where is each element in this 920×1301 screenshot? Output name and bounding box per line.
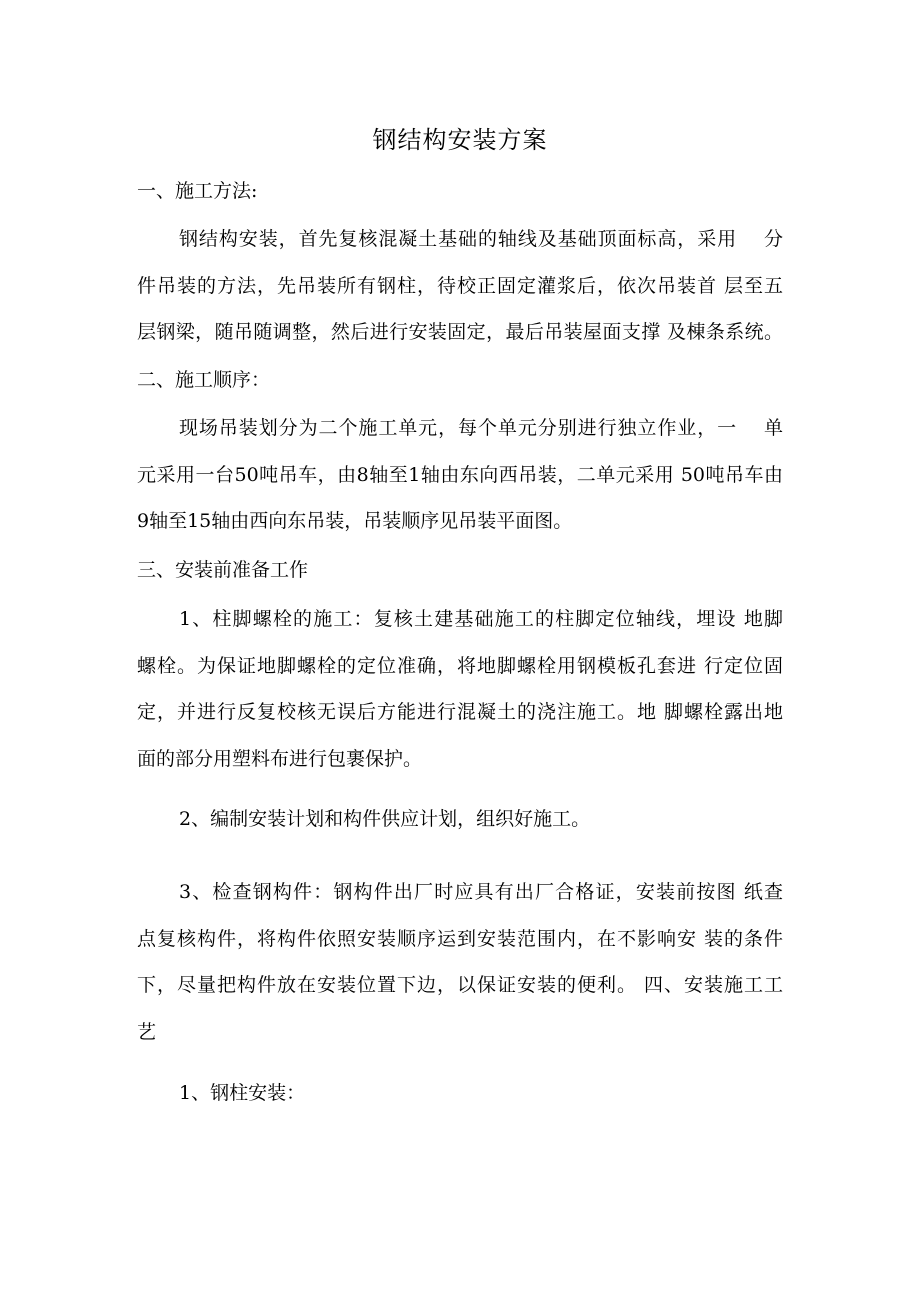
paragraph-installation-plan: 2、编制安装计划和构件供应计划，组织好施工。 xyxy=(179,808,591,830)
text-line: 艺 xyxy=(137,1020,157,1043)
text-line: 9轴至15轴由西向东吊装，吊装顺序见吊装平面图。 xyxy=(137,510,573,532)
text-line: 现场吊装划分为二个施工单元，每个单元分别进行独立作业，一 单 xyxy=(179,417,783,439)
text-line: 3、检查钢构件：钢构件出厂时应具有出厂合格证，安装前按图 纸查 xyxy=(179,881,783,903)
text-line: 钢结构安装，首先复核混凝土基础的轴线及基础顶面标高，采用 分 xyxy=(179,228,783,250)
text-line: 元采用一台50吨吊车，由8轴至1轴由东向西吊装，二单元采用 50吨吊车由 xyxy=(137,463,783,486)
text-line: 层钢梁，随吊随调整，然后进行安装固定，最后吊装屋面支撑 及棟条系统。 xyxy=(137,321,783,343)
section-heading-construction-method: 一、施工方法: xyxy=(137,180,258,202)
paragraph-construction-method xyxy=(137,216,783,356)
paragraph-inspect-components xyxy=(137,869,783,1055)
text-line: 件吊装的方法，先吊装所有钢柱，待校正固定灌浆后，依次吊装首 层至五 xyxy=(137,274,783,297)
section-heading-preparation: 三、安装前准备工作 xyxy=(137,559,309,581)
text-line: 面的部分用塑料布进行包裹保护。 xyxy=(137,747,423,770)
paragraph-anchor-bolts xyxy=(137,596,783,782)
paragraph-column-installation: 1、钢柱安装： xyxy=(179,1082,306,1104)
text-line: 下，尽量把构件放在安装位置下边，以保证安装的便利。 四、安装施工工 xyxy=(137,974,783,996)
text-line: 定，并进行反复校核无误后方能进行混凝土的浇注施工。地 脚螺栓露出地 xyxy=(137,701,783,723)
section-heading-construction-sequence: 二、施工顺序： xyxy=(137,369,271,391)
document-title: 钢结构安装方案 xyxy=(372,126,548,154)
paragraph-construction-sequence xyxy=(137,405,783,545)
text-line: 螺栓。为保证地脚螺栓的定位准确，将地脚螺栓用钢模板孔套进 行定位固 xyxy=(137,654,783,677)
text-line: 点复核构件，将构件依照安装顺序运到安装范围内，在不影响安 装的条件 xyxy=(137,927,783,950)
text-line: 1、柱脚螺栓的施工：复核土建基础施工的柱脚定位轴线，埋设 地脚 xyxy=(179,608,783,630)
